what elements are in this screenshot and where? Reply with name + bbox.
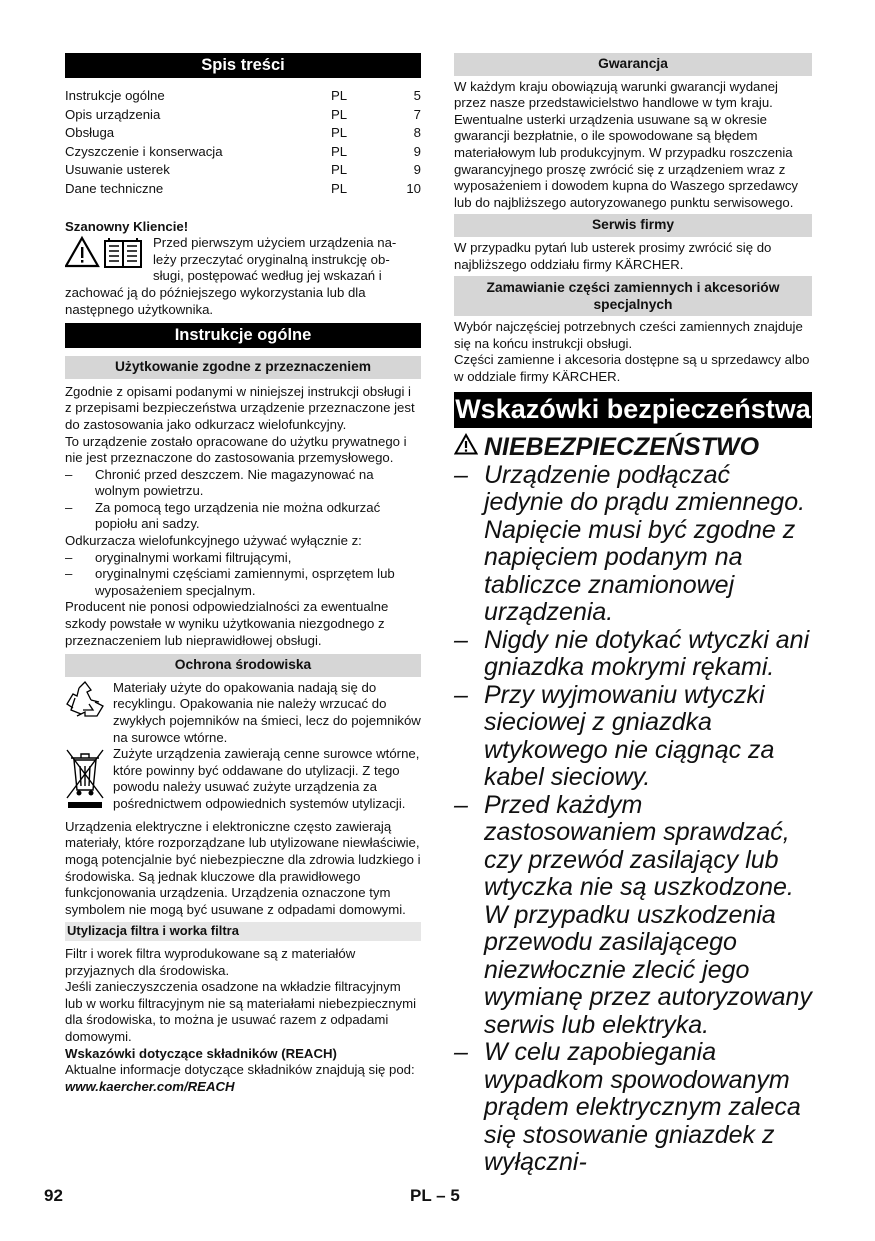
filter-p2: Jeśli zanieczyszczenia osadzone na wkładzie filtracyjnym lub w worku filtracyjnym nie są materiałami niebezpiecznymi dla środowiska, to można je usuwać razem z odpadami domowymi. xyxy=(65,979,417,1044)
weee-text: Zużyte urządzenia zawierają cenne surowce wtórne, które powinny być oddawane do utylizacji. Z tego powodu należy usuwać zużyte urządzenia za pośrednictwem odpowiednich systemów utylizacji. xyxy=(113,746,420,811)
intended-use-heading: Użytkowanie zgodne z przeznaczeniem xyxy=(65,356,421,379)
danger-label: NIEBEZPIECZEŃSTWO xyxy=(484,432,760,461)
toc-title: Instrukcje ogólne xyxy=(65,88,165,103)
greeting-rest: zachować ją do późniejszego wykorzystania lub dla następnego użytkownika. xyxy=(65,284,366,317)
danger-item: – W celu zapobiegania wypadkom spowodowanym prądem elektrycznym zaleca się stosowanie gniazdek z wyłączni- xyxy=(454,1039,812,1177)
recycle-icon xyxy=(65,680,113,746)
toc-row[interactable] xyxy=(65,180,421,199)
list-item-text: Chronić przed deszczem. Nie magazynować na wolnym powietrzu. xyxy=(95,466,374,499)
electronics-text: Urządzenia elektryczne i elektroniczne często zawierają materiały, które rozporządzane lub utylizowane niewłaściwie, mogą potencjalnie być niebezpieczne dla zdrowia ludzkiego i środowiska. Są jednak kluczowe dla prawidłowego funkcjonowania urządzenia. Urządzenia oznaczone tym symbolem nie mogą być usuwane z odpadami domowymi. xyxy=(65,818,421,917)
general-heading: Instrukcje ogólne xyxy=(65,323,421,348)
toc-row[interactable] xyxy=(65,143,421,162)
toc-title: Opis urządzenia xyxy=(65,106,161,122)
toc-title: Usuwanie usterek xyxy=(65,162,170,178)
greeting-line: Przed pierwszym użyciem urządzenia na- xyxy=(153,235,397,251)
list-item: – Za pomocą tego urządzenia nie można odkurzać popiołu ani sadzy. xyxy=(65,500,421,533)
list-item-text: Za pomocą tego urządzenia nie można odkurzać popiołu ani sadzy. xyxy=(95,499,381,532)
danger-item: – Urządzenie podłączać jedynie do prądu zmiennego. Napięcie musi być zgodne z napięciem podanym na tabliczce znamionowej urządzenia. xyxy=(454,462,812,627)
toc-row[interactable] xyxy=(65,106,421,125)
safety-heading: Wskazówki bezpieczeństwa xyxy=(454,392,812,428)
toc-row[interactable] xyxy=(65,161,421,180)
toc-title: Obsługa xyxy=(65,125,115,141)
reach-text: Aktualne informacje dotyczące składników znajdują się pod: xyxy=(65,1062,415,1078)
toc-lang: PL xyxy=(331,143,348,159)
warranty-text: W każdym kraju obowiązują warunki gwarancji wydanej przez nasze przedstawicielstwo handlowe w tym kraju. Ewentualne usterki urządzenia usuwane są w okresie gwarancji bezpłatnie, o ile spowodowane są błędem materiałowym lub produkcyjnym. W przypadku roszczenia gwarancyjnego proszę zwrócić się z urządzeniem wraz z wyposażeniem i dowodem kupna do Waszego sprzedawcy lub do najbliższego autoryzowanego punktu serwisowego. xyxy=(454,78,799,210)
toc-page: 9 xyxy=(413,143,421,159)
danger-item: – Nigdy nie dotykać wtyczki ani gniazdka mokrymi rękami. xyxy=(454,627,812,682)
toc-lang: PL xyxy=(331,125,348,141)
danger-item-text: Przy wyjmowaniu wtyczki sieciowej z gniazdka wtykowego nie ciągnąc za kabel sieciowy. xyxy=(484,680,775,791)
reach-link[interactable]: www.kaercher.com/REACH xyxy=(65,1078,235,1094)
toc-row[interactable] xyxy=(65,124,421,143)
filter-p1: Filtr i worek filtra wyprodukowane są z materiałów przyjaznych dla środowiska. xyxy=(65,945,356,978)
danger-item: – Przed każdym zastosowaniem sprawdzać, czy przewód zasilający lub wtyczka nie są uszkodzone. W przypadku uszkodzenia przewodu zasilającego niezwłocznie zlecić jego wymianę przez autoryzowany serwis lub elektryka. xyxy=(454,790,812,1039)
parts-heading: Zamawianie części zamiennych i akcesoriów specjalnych xyxy=(454,276,812,316)
environment-heading: Ochrona środowiska xyxy=(65,654,421,677)
toc-row[interactable] xyxy=(65,87,421,106)
warranty-heading: Gwarancja xyxy=(454,53,812,76)
danger-item-text: Przed każdym zastosowaniem sprawdzać, czy przewód zasilający lub wtyczka nie są uszkodzone. W przypadku uszkodzenia przewodu zasilającego niezwłocznie zlecić jego wymianę przez autoryzowany serwis lub elektryka. xyxy=(484,790,812,1039)
table-of-contents xyxy=(65,87,421,199)
list-item-text: oryginalnymi częściami zamiennymi, osprzętem lub wyposażeniem specjalnym. xyxy=(95,566,395,598)
recycle-text: Materiały użyte do opakowania nadają się do recyklingu. Opakowania nie należy wrzucać do zwykłych pojemników na śmieci, lecz do pojemników na surowce wtórne. xyxy=(113,679,421,745)
toc-title: Dane techniczne xyxy=(65,180,164,196)
right-column xyxy=(454,53,812,1177)
toc-title: Czyszczenie i konserwacja xyxy=(65,143,223,159)
toc-lang: PL xyxy=(331,88,348,103)
greeting-line: sługi, postępować według jej wskazań i xyxy=(153,268,382,284)
greeting-title: Szanowny Kliencie! xyxy=(65,218,189,234)
intended-use-p3: Odkurzacza wielofunkcyjnego używać wyłącznie z: xyxy=(65,533,362,549)
warning-triangle-icon xyxy=(454,432,484,462)
reach-heading: Wskazówki dotyczące składników (REACH) xyxy=(65,1045,337,1061)
danger-item-text: W celu zapobiegania wypadkom spowodowanym prądem elektrycznym zaleca się stosowanie gniazdek z wyłączni- xyxy=(484,1038,801,1176)
parts-p1: Wybór najczęściej potrzebnych cześci zamiennych znajduje się na końcu instrukcji obsługi. xyxy=(454,319,803,351)
toc-page: 5 xyxy=(413,88,421,103)
intended-use-p1: Zgodnie z opisami podanymi w niniejszej instrukcji obsługi i z przepisami bezpieczeństwa urządzenie przeznaczone jest do zastosowania jako odkurzacz wielofunkcyjny. xyxy=(65,383,415,432)
danger-item-text: Nigdy nie dotykać wtyczki ani gniazdka mokrymi rękami. xyxy=(484,625,810,681)
toc-page: 10 xyxy=(406,180,421,196)
filter-heading: Utylizacja filtra i worka filtra xyxy=(65,922,421,941)
list-item: – Chronić przed deszczem. Nie magazynować na wolnym powietrzu. xyxy=(65,467,421,500)
weee-block xyxy=(65,746,421,819)
danger-heading xyxy=(454,432,812,462)
service-heading: Serwis firmy xyxy=(454,214,812,237)
crossed-bin-icon xyxy=(65,746,113,819)
greeting-line: leży przeczytać oryginalną instrukcję ob- xyxy=(153,251,390,267)
intended-use-p4: Producent nie ponosi odpowiedzialności za ewentualne szkody powstałe w wyniku użytkowania niezgodnego z przeznaczeniem lub nieprawidłowej obsługi. xyxy=(65,599,389,648)
list-item: – oryginalnymi workami filtrującymi, xyxy=(65,550,421,567)
page-number: 92 xyxy=(44,1186,63,1205)
recycle-block xyxy=(65,680,421,746)
page-reference: PL – 5 xyxy=(410,1186,460,1205)
toc-heading: Spis treści xyxy=(65,53,421,78)
left-column xyxy=(65,53,421,1095)
parts-p2: Części zamienne i akcesoria dostępne są u sprzedawcy albo w oddziale firmy KÄRCHER. xyxy=(454,352,810,384)
warning-manual-icon xyxy=(65,235,153,285)
danger-section xyxy=(454,432,812,1177)
toc-page: 8 xyxy=(413,125,421,141)
toc-lang: PL xyxy=(331,180,348,196)
toc-page: 7 xyxy=(413,106,421,122)
danger-item-text: Urządzenie podłączać jedynie do prądu zmiennego. Napięcie musi być zgodne z napięciem podanym na tabliczce znamionowej urządzenia. xyxy=(484,460,806,626)
list-item: – oryginalnymi częściami zamiennymi, osprzętem lub wyposażeniem specjalnym. xyxy=(65,566,421,599)
toc-page: 9 xyxy=(413,162,421,178)
toc-lang: PL xyxy=(331,162,348,178)
list-item-text: oryginalnymi workami filtrującymi, xyxy=(95,549,292,565)
toc-lang: PL xyxy=(331,106,348,122)
greeting-block xyxy=(65,235,421,285)
danger-item: – Przy wyjmowaniu wtyczki sieciowej z gniazdka wtykowego nie ciągnąc za kabel sieciowy. xyxy=(454,682,812,792)
service-text: W przypadku pytań lub usterek prosimy zwrócić się do najbliższego oddziału firmy KÄRCHER. xyxy=(454,239,772,272)
intended-use-p2: To urządzenie zostało opracowane do użytku prywatnego i nie jest przeznaczone do zastosowania przemysłowego. xyxy=(65,433,407,466)
